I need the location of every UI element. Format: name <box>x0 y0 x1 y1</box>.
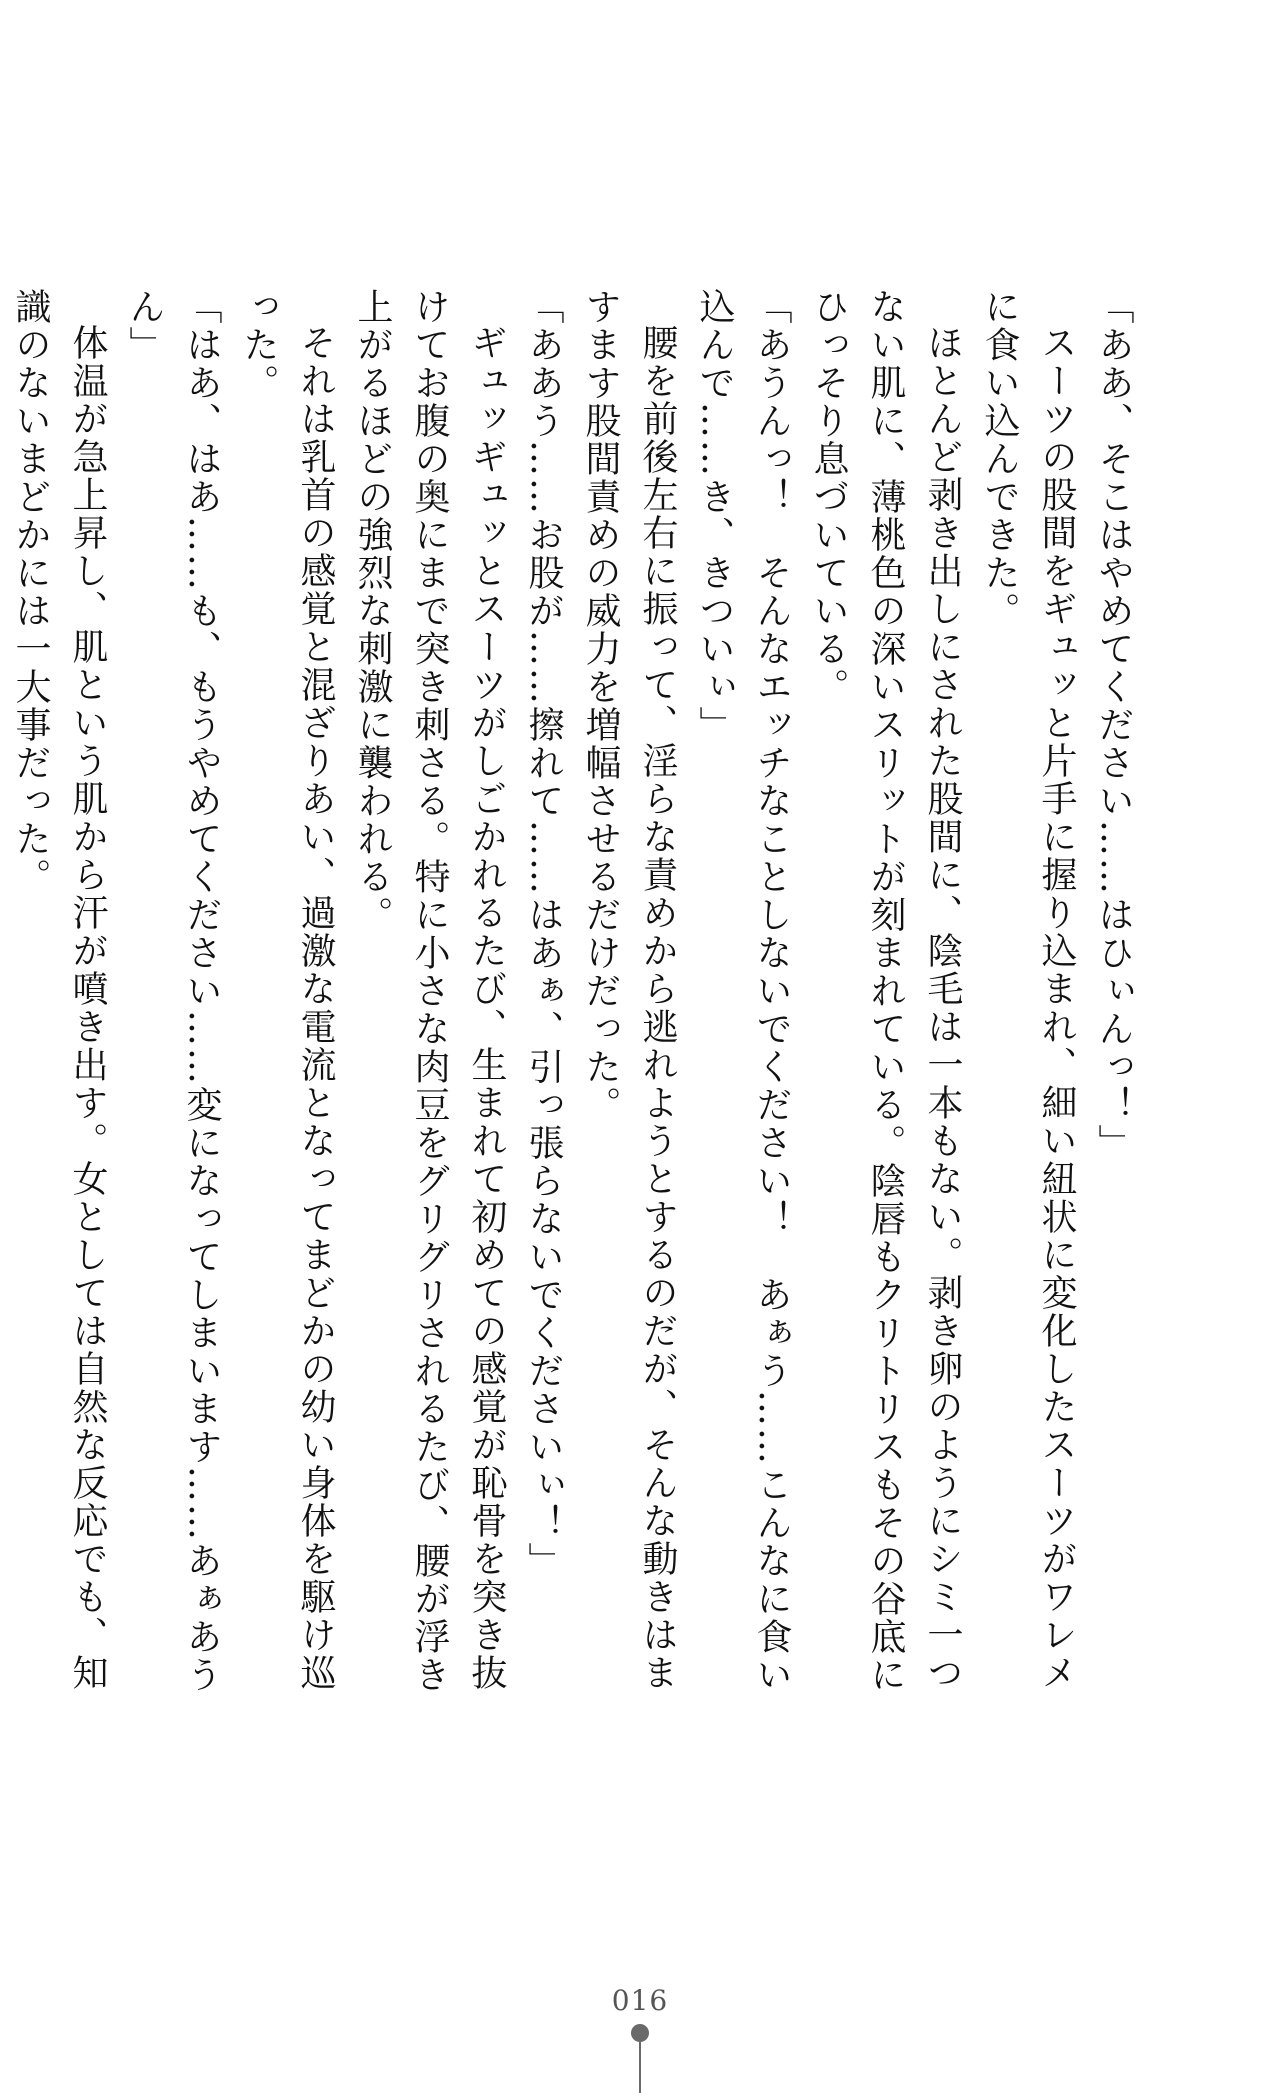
paragraph-9: 「はあ、はあ……も、もうやめてください……変になってしまいます……あぁあうん」 <box>124 288 222 1694</box>
paragraph-3: ほとんど剥き出しにされた股間に、陰毛は一本もない。剥き卵のようにシミ一つない肌に、薄桃色の深いスリットが刻まれている。陰唇もクリトリスもその谷底にひっそり息づいている。 <box>808 288 963 1694</box>
body-text <box>2 288 1142 1708</box>
paragraph-5: 腰を前後左右に振って、淫らな責めから逃れようとするのだが、そんな動きはますます股間責めの威力を増幅させるだけだった。 <box>580 288 678 1692</box>
paragraph-4: 「あうんっ！ そんなエッチなことしないでください！ あぁう……こんなに食い込んで……き、きついぃ」 <box>694 288 792 1694</box>
paragraph-8: それは乳首の感覚と混ざりあい、過激な電流となってまどかの幼い身体を駆け巡った。 <box>238 288 336 1692</box>
paragraph-10: 体温が急上昇し、肌という肌から汗が噴き出す。女としては自然な反応でも、知識のないまどかには一大事だった。 <box>10 288 108 1692</box>
page-marker-line <box>639 2040 641 2093</box>
paragraph-1: 「ああ、そこはやめてください……はひぃんっ！」 <box>1093 288 1134 1162</box>
page-number: 016 <box>611 1984 669 2017</box>
paragraph-6: 「ああう……お股が……擦れて……はあぁ、引っ張らないでくださいぃ！」 <box>523 288 564 1580</box>
paragraph-2: スーツの股間をギュッと片手に握り込まれ、細い紐状に変化したスーツがワレメに食い込んできた。 <box>979 288 1077 1692</box>
paragraph-7: ギュッギュッとスーツがしごかれるたび、生まれて初めての感覚が恥骨を突き抜けてお腹の奥にまで突き刺さる。特に小さな肉豆をグリグリされるたび、腰が浮き上がるほどの強烈な刺激に襲われる。 <box>352 288 507 1694</box>
